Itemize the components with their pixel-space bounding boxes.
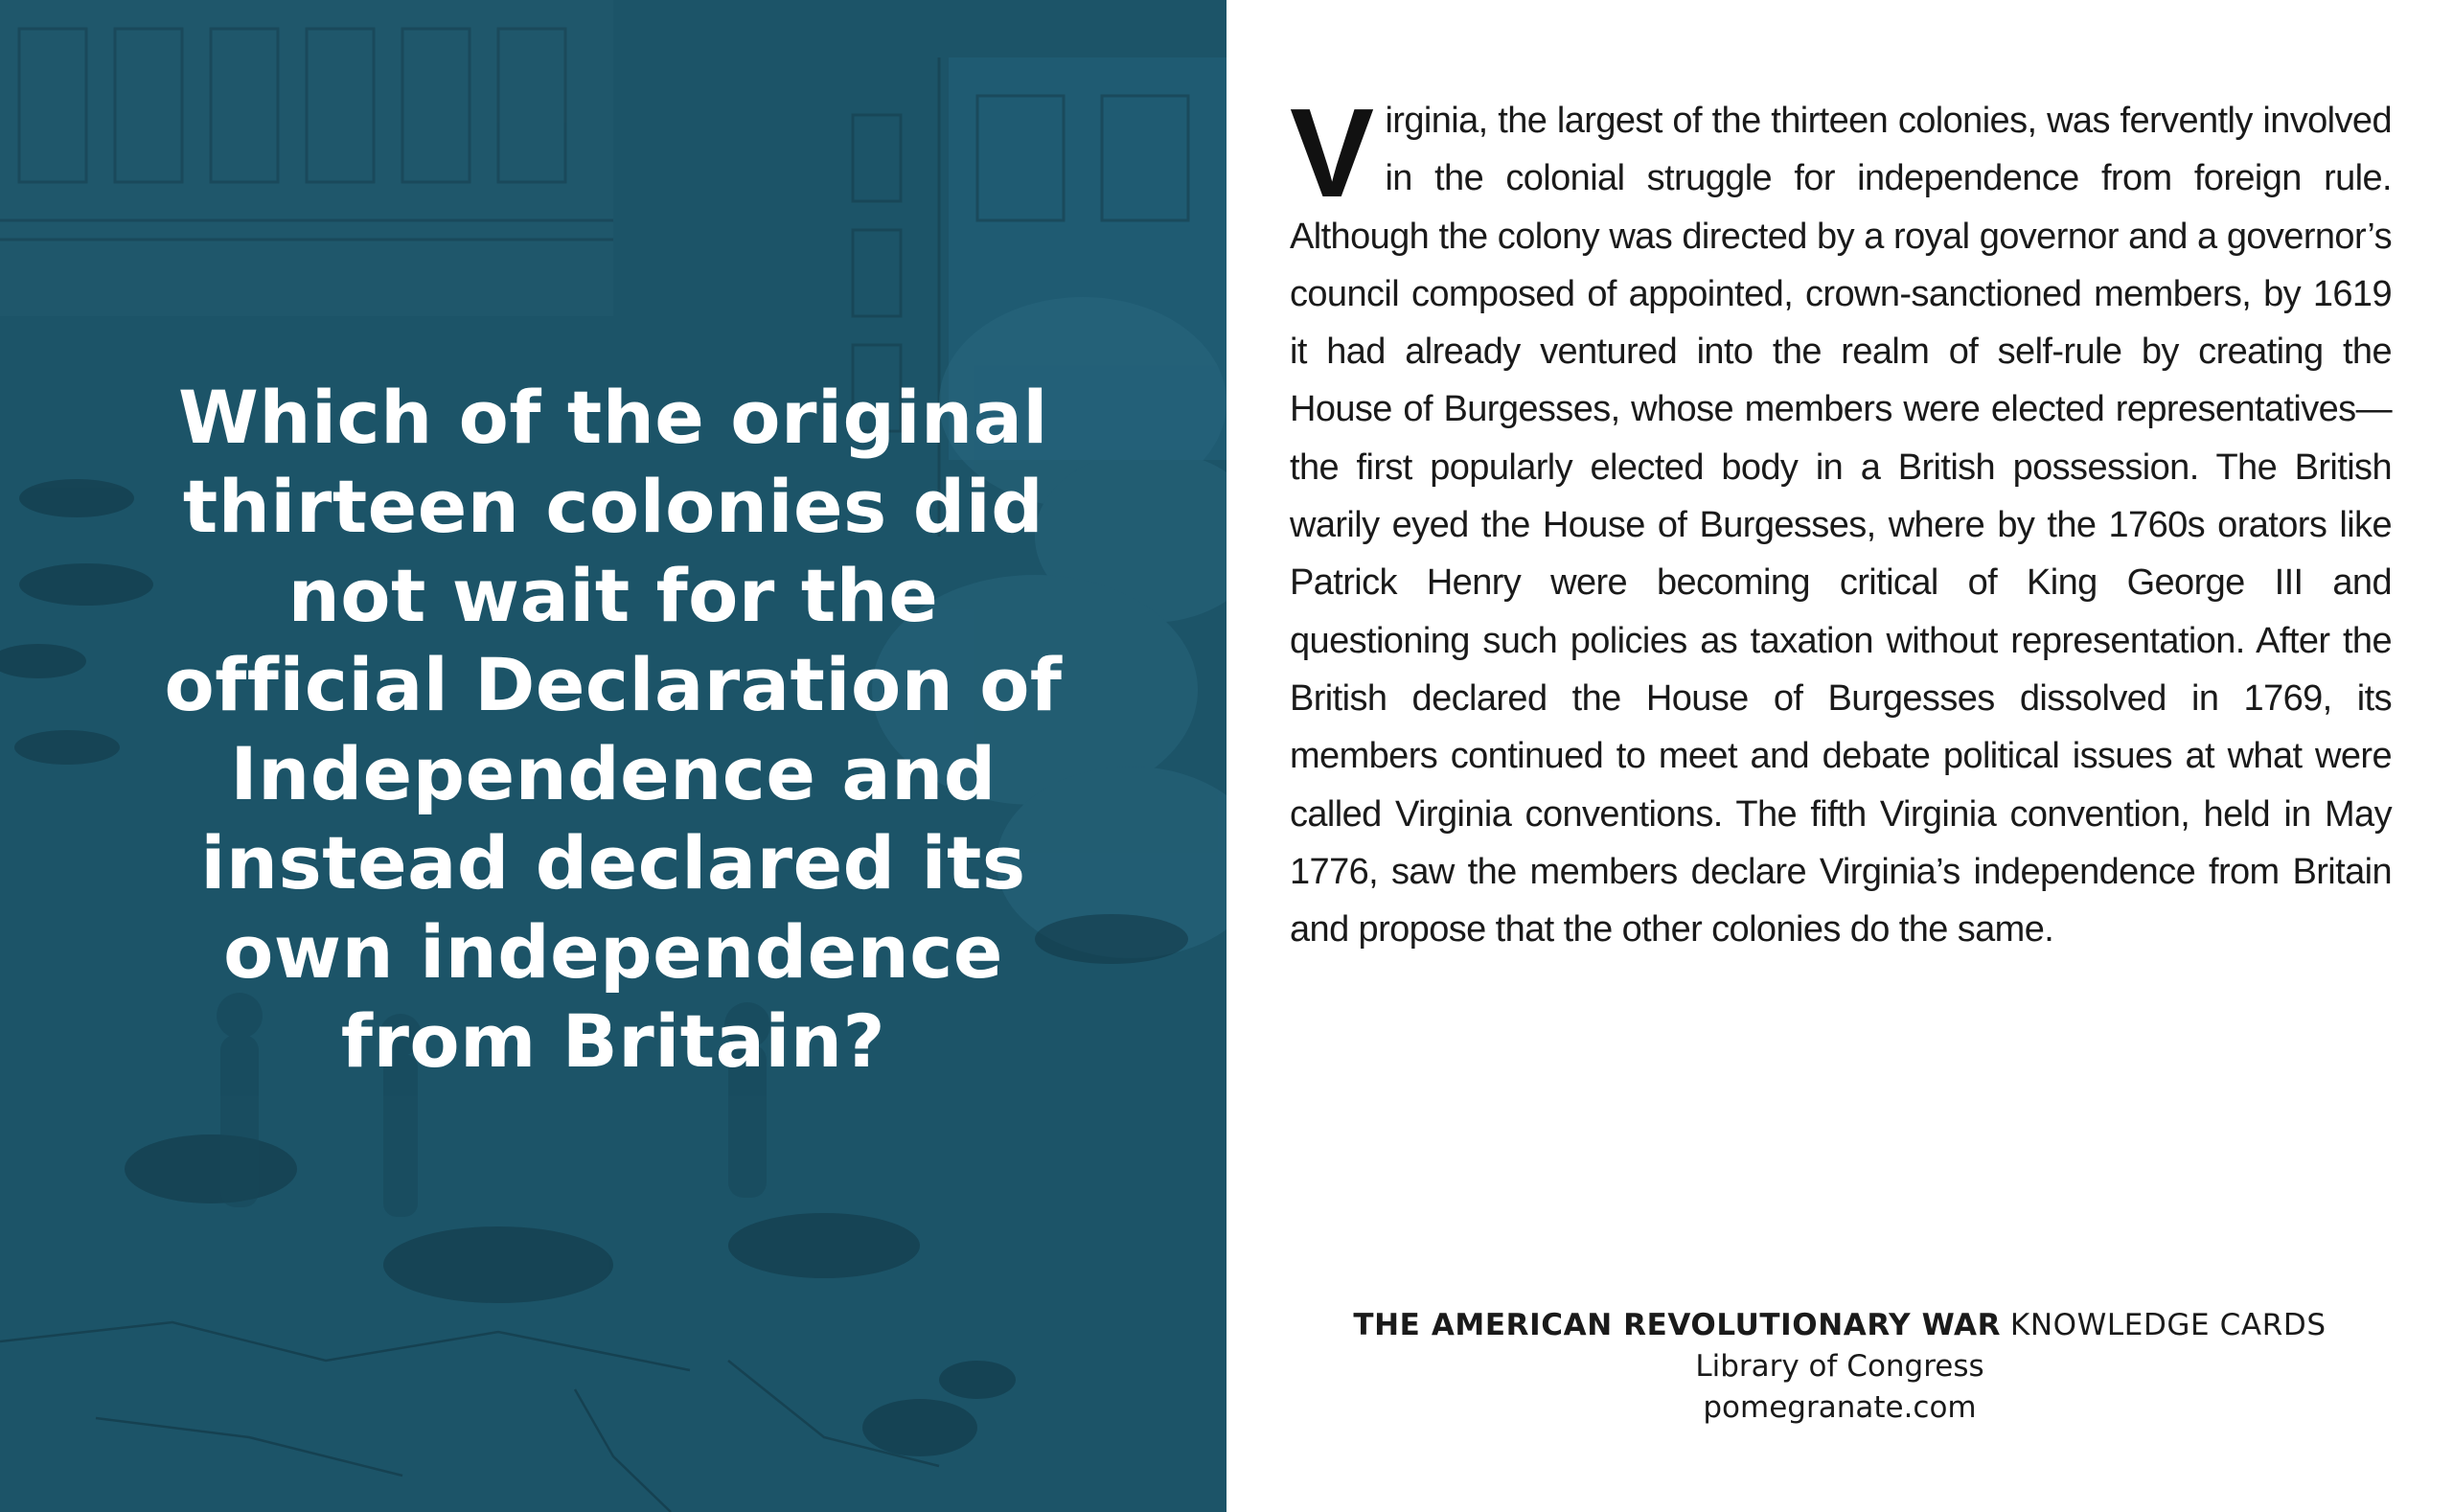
answer-paragraph: [1290, 82, 2392, 958]
footer-series-line: [1226, 1305, 2453, 1346]
question-panel: [0, 0, 1226, 1512]
question-container: [0, 0, 1226, 1512]
footer-series: KNOWLEDGE CARDS: [2009, 1308, 2327, 1342]
footer-title: THE AMERICAN REVOLUTIONARY WAR: [1353, 1308, 2002, 1342]
question-text: Which of the original thirteen colonies did not wait for the official Declaration of Independence and instead declared its own independence from Britain?: [164, 375, 1063, 1084]
footer-source: Library of Congress: [1695, 1349, 1984, 1384]
drop-cap: V: [1290, 82, 1374, 223]
answer-body-text: irginia, the largest of the thirteen colonies, was fervently involved in the colonial struggle for independence from foreign rule. Although the colony was directed by a royal governor and a governor’s council composed of appointed, crown-sanctioned members, by 1619 it had already ventured into the realm of self-rule by creating the House of Burgesses, whose members were elected representatives—the first popularly elected body in a British possession. The British warily eyed the House of Burgesses, where by the 1760s orators like Patrick Henry were becoming critical of King George III and questioning such policies as taxation without representation. After the British declared the House of Burgesses dissolved in 1769, its members continued to meet and debate political issues at what were called Virginia conventions. The fifth Virginia convention, held in May 1776, saw the members declare Virginia’s independence from Britain and propose that the other colonies do the same.: [1290, 101, 2392, 951]
answer-panel: [1226, 0, 2453, 1512]
footer-website: pomegranate.com: [1703, 1390, 1977, 1425]
card-footer: [1226, 1305, 2453, 1429]
